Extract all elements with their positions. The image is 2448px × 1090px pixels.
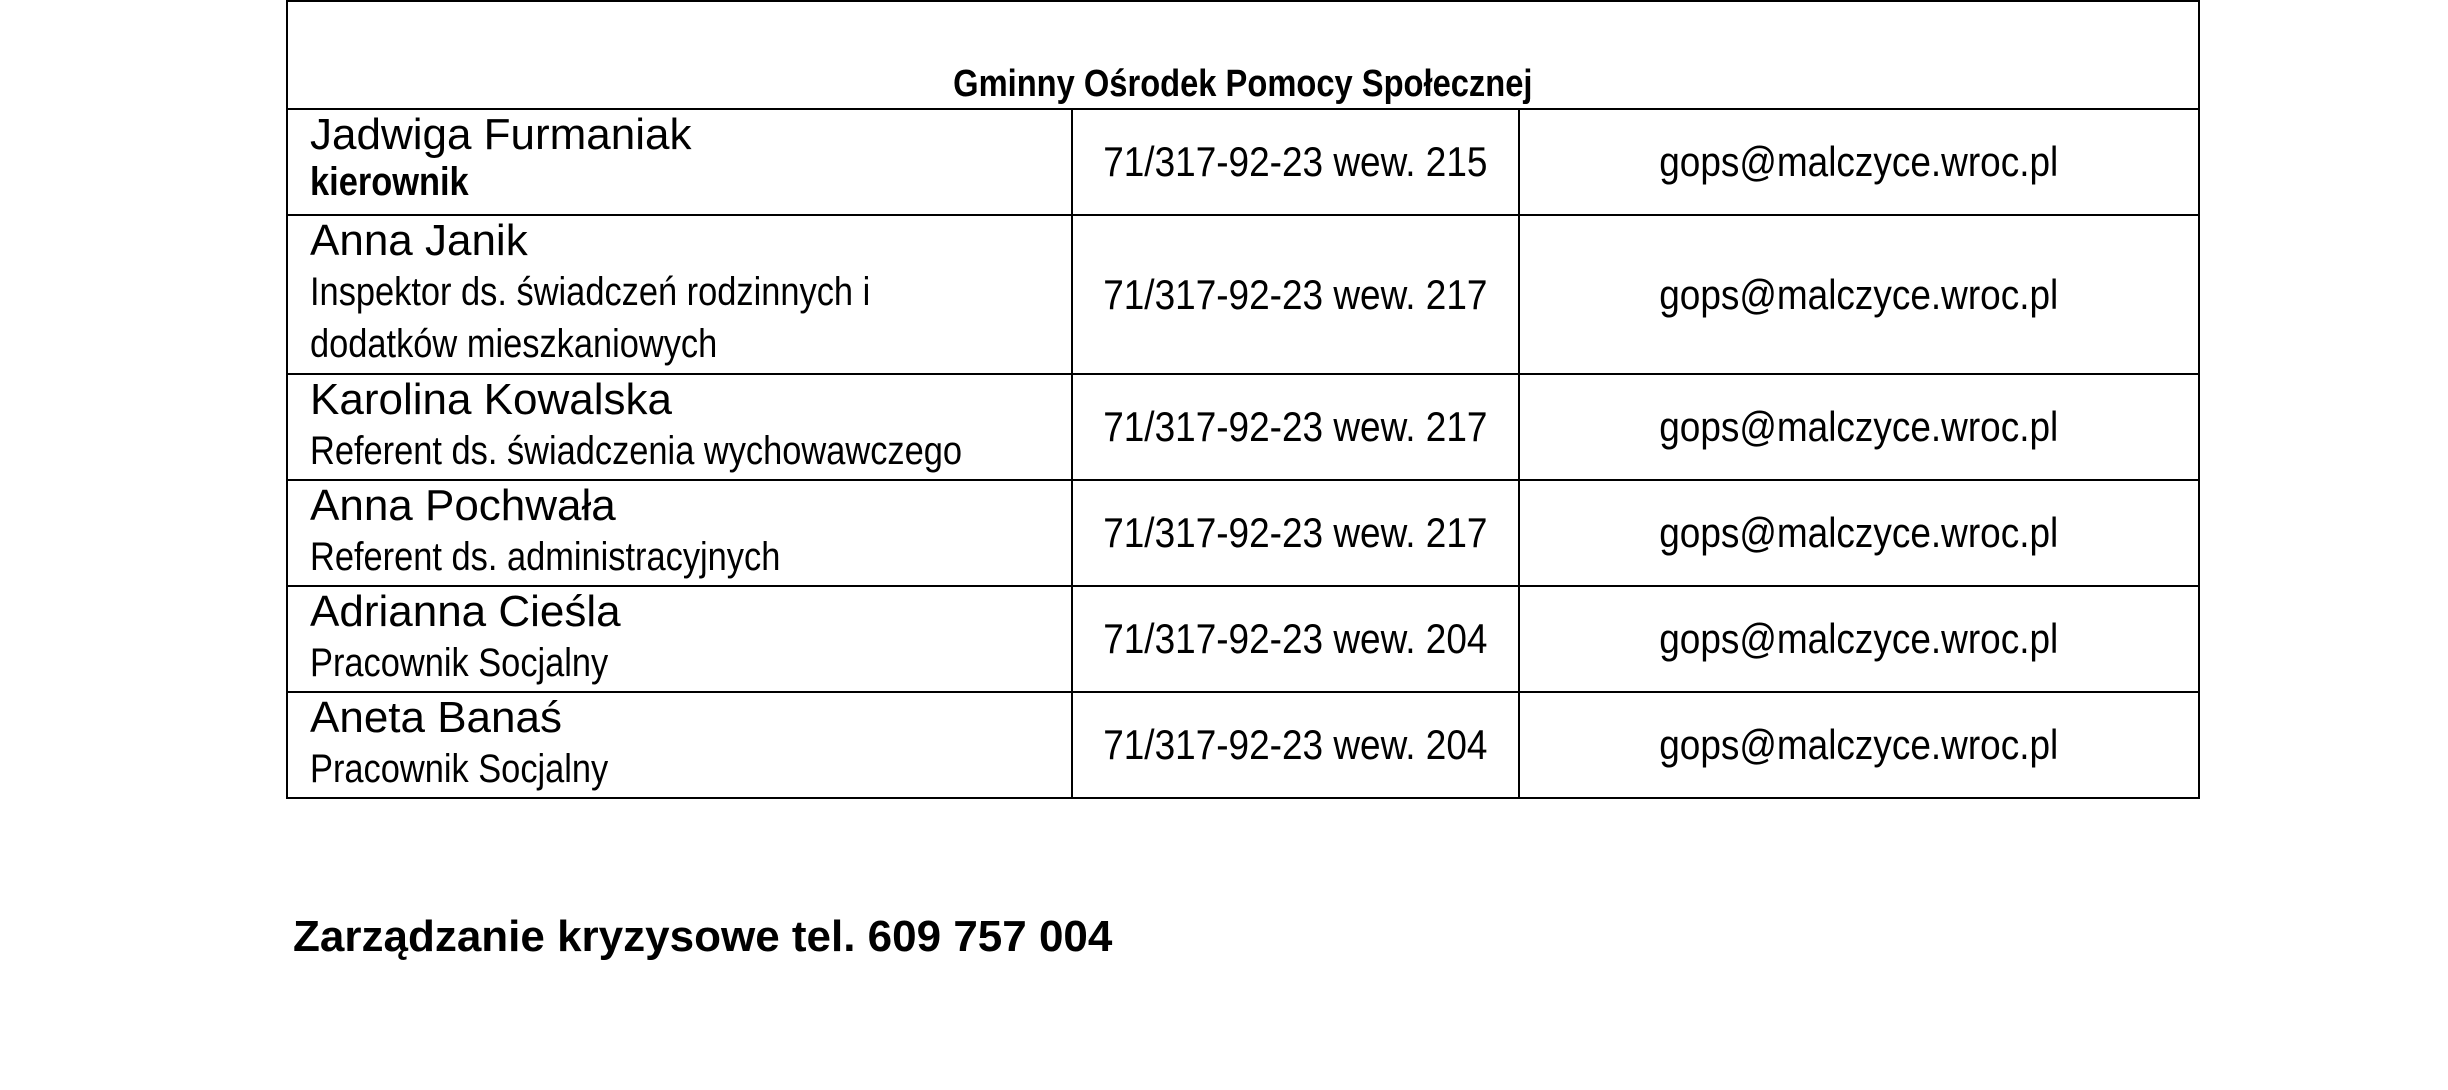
phone-number: 71/317-92-23 wew. 217 [1103, 270, 1488, 318]
email-address[interactable]: gops@malczyce.wroc.pl [1659, 138, 2059, 185]
person-role: Pracownik Socjalny [310, 747, 609, 791]
table-title-cell [287, 1, 2199, 109]
person-name: Anna Pochwała [310, 481, 616, 530]
person-cell [287, 692, 1072, 798]
person-cell [287, 480, 1072, 586]
person-cell [287, 374, 1072, 480]
phone-number: 71/317-92-23 wew. 204 [1103, 615, 1488, 662]
person-role-line-1: Inspektor ds. świadczeń rodzinnych i [310, 270, 871, 314]
table-row [287, 480, 2199, 586]
phone-number: 71/317-92-23 wew. 215 [1103, 138, 1488, 185]
email-address[interactable]: gops@malczyce.wroc.pl [1659, 721, 2059, 768]
person-name: Aneta Banaś [310, 693, 562, 742]
person-role: kierownik [310, 160, 469, 204]
table-row [287, 374, 2199, 480]
table-title-row [287, 1, 2199, 109]
email-address[interactable]: gops@malczyce.wroc.pl [1659, 403, 2059, 450]
person-name: Anna Janik [310, 216, 528, 265]
email-cell [1519, 109, 2199, 215]
person-role-line-2: dodatków mieszkaniowych [310, 322, 718, 366]
table-title: Gminny Ośrodek Pomocy Społecznej [953, 63, 1533, 105]
phone-cell [1072, 692, 1519, 798]
person-role: Referent ds. administracyjnych [310, 535, 781, 579]
phone-cell [1072, 109, 1519, 215]
phone-number: 71/317-92-23 wew. 217 [1103, 509, 1488, 556]
table-row [287, 109, 2199, 215]
person-name: Jadwiga Furmaniak [310, 110, 692, 159]
table-row [287, 215, 2199, 374]
table-row [287, 692, 2199, 798]
crisis-management-note: Zarządzanie kryzysowe tel. 609 757 004 [293, 912, 1113, 961]
phone-cell [1072, 374, 1519, 480]
person-cell [287, 215, 1072, 374]
email-address[interactable]: gops@malczyce.wroc.pl [1659, 615, 2059, 662]
phone-number: 71/317-92-23 wew. 217 [1103, 403, 1488, 450]
phone-cell [1072, 480, 1519, 586]
person-role: Referent ds. świadczenia wychowawczego [310, 429, 963, 473]
email-address[interactable]: gops@malczyce.wroc.pl [1659, 509, 2059, 556]
contact-table [286, 0, 2200, 799]
email-cell [1519, 480, 2199, 586]
phone-cell [1072, 586, 1519, 692]
table-row [287, 586, 2199, 692]
person-cell [287, 586, 1072, 692]
email-cell [1519, 586, 2199, 692]
phone-cell [1072, 215, 1519, 374]
email-address[interactable]: gops@malczyce.wroc.pl [1659, 270, 2059, 318]
phone-number: 71/317-92-23 wew. 204 [1103, 721, 1488, 768]
person-name: Adrianna Cieśla [310, 587, 621, 636]
person-name: Karolina Kowalska [310, 375, 672, 424]
email-cell [1519, 374, 2199, 480]
email-cell [1519, 215, 2199, 374]
person-cell [287, 109, 1072, 215]
email-cell [1519, 692, 2199, 798]
person-role: Pracownik Socjalny [310, 641, 609, 685]
